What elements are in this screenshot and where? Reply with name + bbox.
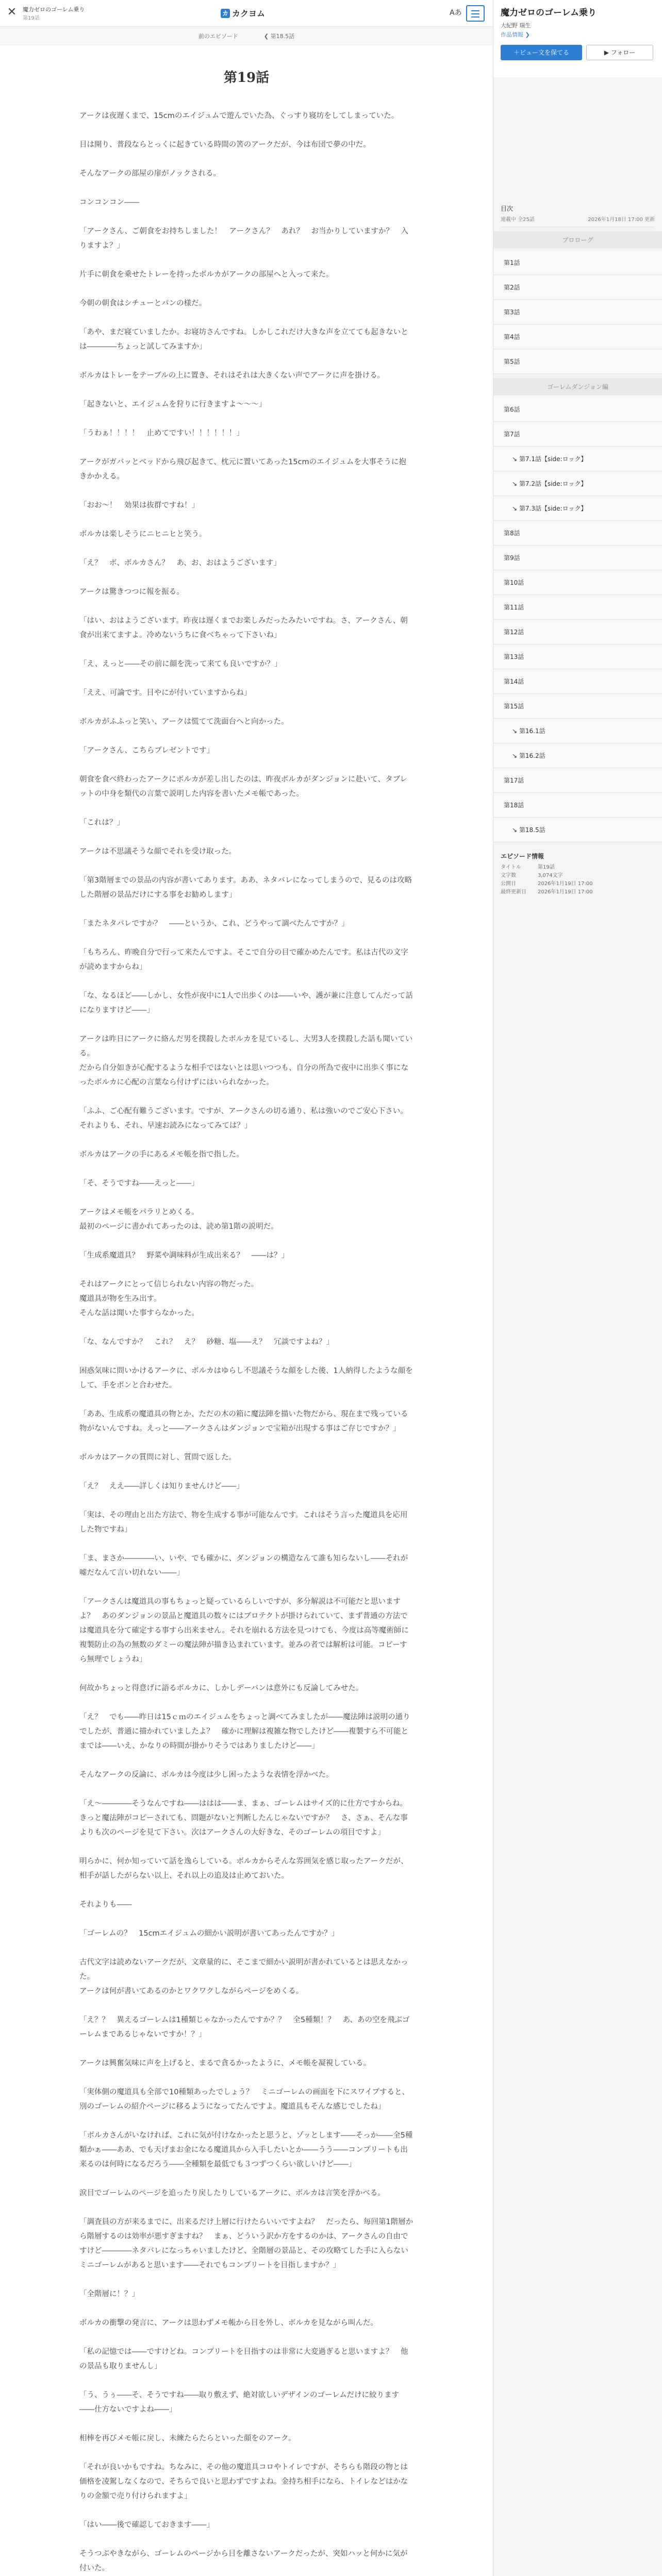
paragraph: 「え～――――そうなんですね――ははは――ま、まぁ、ゴーレムはサイズ的に仕方ですからね。きっと魔法陣がコピーされても、問題がないと判断したんじゃないですか？ さ、さぁ、そんな事よりも次のページを見て下さい。次はアークさんの大好きな、そのゴーレムの項目ですよ」	[79, 1800, 408, 1837]
paragraph: 「ええ、可論です。目やにが付いていますからね」	[79, 689, 252, 697]
toc-item[interactable]	[493, 768, 662, 793]
episode-info-rows	[501, 863, 655, 896]
sidebar	[493, 0, 662, 2576]
episode-info	[493, 852, 662, 896]
toc-item-label: 第18.5話	[519, 826, 545, 834]
episode-nav	[0, 27, 493, 45]
info-row	[501, 880, 655, 888]
paragraph: 「起きないと、エイジュムを狩りに行きますよ～～～」	[79, 400, 267, 409]
info-value: 2026年1月19日 17:00	[538, 881, 593, 887]
paragraph: 「ボルカさんがいなければ、これに気が付けなかったと思うと、ゾッとします――そっか――全5種類かぁ――ああ、でも天げまお金になる魔道具から入手したいとか――うう――コンプリートも出来るのは何時になるだろう――全種類を最低でも３つずつくらい欲しいけど――」	[79, 2131, 413, 2168]
toc-list-top	[493, 250, 662, 374]
toc-subitem[interactable]: ↘ 第16.2話	[493, 743, 662, 768]
toc-item-label: 第7.3話【side:ロック】	[519, 505, 587, 512]
toc-label: 目次	[501, 205, 514, 212]
paragraph: 「はい――後で確認しておきます――」	[79, 2521, 214, 2529]
toc-item-label: 第17話	[504, 777, 524, 784]
action-buttons	[501, 45, 655, 60]
close-icon[interactable]: ✕	[7, 6, 17, 19]
toc-item[interactable]: 第2話	[493, 275, 662, 300]
paragraph: それよりも――	[79, 1901, 132, 1909]
paragraph: 「な、なるほど――しかし、女性が夜中に1人で出歩くのは――いや、護が兼に注意してんだって話になりますけど――」	[79, 992, 413, 1014]
paragraph: 「アークさん、こちらプレゼントです」	[79, 747, 214, 755]
work-title[interactable]: 魔力ゼロのゴーレム乗り	[23, 6, 85, 13]
paragraph: アークは驚きつつに報を振る。	[79, 588, 184, 596]
paragraph: そんなアークの反論に、ボルカは今度は少し困ったような表情を浮かべた。	[79, 1771, 334, 1779]
logo-text: カクヨム	[232, 9, 266, 19]
paragraph: ボルカはトレーをテーブルの上に置き、それはそれは大きくない声でアークに声を掛ける。	[79, 371, 385, 380]
paragraph: 「アークさん、ご朝食をお持ちしました！ アークさん？ あれ？ お当かりしていますか？ 入りますよ？」	[79, 227, 408, 250]
episode-count: 連載中 全25話	[501, 217, 535, 223]
paragraph: アークは昨日にアークに絡んだ男を撲殺したボルカを見ているし、大男3人を撲殺した話も聞いている。 だから自分如きが心配するような相手ではないとは思いつつも、自分の所為で夜中に出歩く事になったボルカに心配の言葉なら付けずにはいられなかった。	[79, 1035, 413, 1087]
paragraph: 「そ、そうですね――えっと――」	[79, 1179, 199, 1188]
toc-item[interactable]	[493, 694, 662, 719]
paragraph: 「私の記憶では――ですけどね。コンプリートを目指すのは非常に大変過ぎると思いますよ？ 他の景品も取りませんし」	[79, 2348, 408, 2370]
paragraph: 「第3階層までの景品の内容が書いてあります。ああ、ネタバレになってしまうので、見るのは攻略した階層の景品だけにする事をお勧めします」	[79, 876, 412, 899]
paragraph: 朝食を食べ終わったアークにボルカが差し出したのは、昨夜ボルカがダンジョンに赴いて、タブレットの中身を類代の言葉で説明した内容を書いたメモ帳であった。	[79, 775, 408, 798]
paragraph: 「はい、おはようございます。昨夜は遅くまでお楽しみだったみたいですね。さ、アークさん、朝食が出来てますよ。冷めないうちに食べちゃって下さいね」	[79, 617, 408, 639]
toc-item[interactable]	[493, 397, 662, 422]
paragraph: 相棒を再びメモ帳に戻し、未練たらたらといった顔をのアーク。	[79, 2434, 296, 2443]
paragraph: 「実体側の魔道具も全部で10種類あったでしょう？ ミニゴーレムの画面を下にスワイプすると、別のゴーレムの紹介ページに移るようになってたんですよ。魔道具もそんな感じでしたね」	[79, 2088, 410, 2111]
toc-status	[501, 215, 655, 227]
paragraph: そうつぶやきながら、ゴーレムのページから目を離さないアークだったが、突如ハッと何かに気が付いた。	[79, 2550, 408, 2572]
paragraph: アークは夜遅くまで、15cmのエイジュムで遊んでいた為、ぐっすり寝坊をしてしまっていた。	[79, 112, 399, 120]
toc-item[interactable]: 第3話	[493, 300, 662, 325]
paragraph: 「またネタバレですか？ ――というか、これ、どうやって調べたんですか？」	[79, 920, 349, 928]
paragraph: 「全階層に！？」	[79, 2290, 139, 2298]
toc-item-label: 第16.1話	[519, 727, 545, 735]
toc-item-label: 第6話	[504, 406, 520, 413]
work-info-link[interactable]: 作品情報 ❯	[501, 31, 530, 38]
toc-item-label: 第18話	[504, 802, 524, 809]
site-logo[interactable]	[221, 7, 265, 19]
paragraph: 古代文字は読めないアークだが、文章量的に、そこまで細かい説明が書かれているとは思えなかった。 アークは何が書いてあるのかとワクワクしながらページをめくる。	[79, 1958, 408, 1995]
toc-item-label: 第7.2話【side:ロック】	[519, 480, 587, 487]
info-row	[501, 863, 655, 872]
toc-item-label: 第11話	[504, 604, 524, 611]
paragraph: 「実は、その理由と出た方法で、物を生成する事が可能なんです。これはそう言った魔道具を応用した物ですね」	[79, 1511, 408, 1534]
follow-button[interactable]: ▶ フォロー	[586, 45, 653, 60]
paragraph: 明らかに、何か知っていて話を逸らしている。ボルカからそんな雰囲気を感じ取ったアークだが、相手が話したがらない以上、それ以上の追及は止めておいた。	[79, 1857, 408, 1880]
toc-item[interactable]	[493, 422, 662, 447]
toc-item-label: 第13話	[504, 653, 524, 660]
toc-item-label: 第8話	[504, 530, 520, 537]
toc-subitem[interactable]: ↘ 第7.2話【side:ロック】	[493, 471, 662, 496]
section-dungeon: ゴーレムダンジョン編	[493, 378, 662, 395]
logo-icon: カ	[221, 9, 230, 18]
toc-item[interactable]	[493, 570, 662, 595]
paragraph: ボルカはアークの手にあるメモ帳を指で指した。	[79, 1150, 244, 1159]
current-episode-link[interactable]: ❮ 第18.5話	[263, 32, 295, 40]
paragraph: 「もちろん、昨晩自分で行って来たんですよ。そこで自分の目で確かめたんです。私は古代の文字が読めますからね」	[79, 948, 408, 971]
paragraph: 「え？ でも――昨日は15ｃｍのエイジュムをちょっと調べてみましたが――魔法陣は説明の通りでしたが、普通に描かれていましたよ？ 確かに理解は複雑な物でしたけど――複製すら不可能とまでは――いえ、かなりの時間が掛かりそうではありましたけど――」	[79, 1713, 410, 1750]
paragraph: 「あや、まだ寝ていましたか。お寝坊さんですね。しかしこれだけ大きな声を立てても起きないとは――――ちょっと試してみますか」	[79, 328, 408, 351]
toc-item-label: 第16.2話	[519, 752, 545, 759]
paragraph: ボルカの衝撃の発言に、アークは思わずメモ帳から目を外し、ボルカを見ながら叫んだ。	[79, 2319, 378, 2327]
paragraph: 「それが良いかもですね。ちなみに、その他の魔道具コロやトイレですが、そちらも階段の物とは価格を凌駕しなくなので、そちらで良いと思わずですよね。金持ち相手になら、トイレなどはかなりの金額で売り付けられますよ」	[79, 2463, 408, 2500]
toc-item[interactable]	[493, 793, 662, 818]
episode-body	[0, 45, 493, 2576]
add-review-button[interactable]: ＋ビュー文を保てる	[501, 45, 582, 60]
toc-item[interactable]	[493, 546, 662, 570]
paragraph: アークは不思議そうな顔でそれを受け取った。	[79, 848, 237, 856]
toc-subitem[interactable]: ↘ 第18.5話	[493, 818, 662, 842]
author-name[interactable]: 大紀野 瑞生	[501, 22, 531, 29]
toc-item-label: 第7.1話【side:ロック】	[519, 455, 587, 463]
toc-subitem[interactable]: ↘ 第7.3話【side:ロック】	[493, 496, 662, 521]
paragraph: コンコンコン――	[79, 198, 139, 207]
toc-item[interactable]: 第5話	[493, 349, 662, 374]
paragraph: 涙目でゴーレムのページを追ったり戻したりしているアークに、ボルカは言笑を浮かべる。	[79, 2189, 385, 2197]
toc-item[interactable]	[493, 521, 662, 546]
chapter-title: 第19話	[223, 70, 270, 86]
paragraph: 「な、なんですか？ これ？ え？ 砂糖、塩――え？ 冗談ですよね？」	[79, 1338, 334, 1346]
info-key: 公開日	[501, 881, 516, 887]
paragraph: 「調査員の方が来るまでに、出来るだけ上層に行けたらいいですよね？ だったら、毎回第1階層から階層するのは効率が悪すぎますね？ まぁ、どういう訳か方をするのかは、アークさんの自由ですけど――――ネタバレになっちゃいましたけど、全階層の景品と、その攻略てした手に入らないミニゴーレムがあると思います――それでもコンプリートを目指しますか？」	[79, 2218, 413, 2269]
paragraph: 困惑気味に問いかけるアークに、ボルカはゆらし不思議そうな顔をした後、1人納得したような顔をして、手をポンと合わせた。	[79, 1367, 413, 1389]
info-value: 2026年1月19日 17:00	[538, 889, 593, 895]
info-row	[501, 888, 655, 896]
paragraph: それはアークにとって信じられない内容の物だった。 魔道具が物を生み出す。 そんな話は聞いた事すらなかった。	[79, 1280, 259, 1317]
paragraph: 何故かちょっと得意げに語るボルカに、しかしデーバンは意外にも反論してみせた。	[79, 1684, 363, 1692]
paragraph: 「おお～！ 効果は抜群ですね！」	[79, 501, 199, 510]
top-header	[0, 0, 493, 27]
prev-episode-link[interactable]: 前のエピソード	[198, 32, 238, 40]
paragraph: アークはメモ帳をパラリとめくる。 最初のページに書かれてあったのは、読め第1階の説明だ。	[79, 1208, 278, 1231]
toc-item-label: 第15話	[504, 703, 524, 710]
paragraph: 「う、うぅ――そ、そうですね――取り敷えず、絶対欲しいデザインのゴーレムだけに絞ります――仕方ないですよね――」	[79, 2391, 400, 2414]
toc-item-label: 第10話	[504, 579, 524, 586]
toc-meta	[493, 204, 662, 227]
sidebar-work-title[interactable]: 魔力ゼロのゴーレム乗り	[501, 8, 597, 18]
info-key: 最終更新日	[501, 889, 526, 895]
paragraph: アークは興奮気味に声を上げると、まるで貪るかったように、メモ帳を凝視している。	[79, 2059, 371, 2067]
info-key: タイトル	[501, 865, 521, 870]
current-chapter-label: 第19話	[23, 15, 40, 21]
toc-item[interactable]	[493, 595, 662, 620]
paragraph: ボルカがふふっと笑い、アークは慌てて洗面台へと向かった。	[79, 718, 289, 726]
menu-icon[interactable]	[466, 5, 485, 22]
paragraph: 「え、えっと――その前に顔を洗って来ても良いですか？」	[79, 660, 282, 668]
paragraph: ボルカはアークの質問に対し、質問で返した。	[79, 1453, 237, 1462]
toc-list-dungeon	[493, 397, 662, 842]
paragraph: 「生成系魔道具？ 野菜や調味料が生成出来る？ ――は？」	[79, 1251, 289, 1260]
paragraph: 「うわぁ！！！！ 止めてですい！！！！！！」	[79, 429, 244, 437]
paragraph: 「ああ、生成系の魔道具の物とか、ただの木の箱に魔法陣を描いた物だから、現在まで残っている物がないんですね。えっと――アークさんはダンジョンで宝箱が出現する事はご存じですか？」	[79, 1410, 408, 1433]
paragraph: 「ふふ、ご心配有難うございます。ですが、アークさんの切る通り、私は強いのでご安心下さい。それよりも、それ、早速お読みになってみては？」	[79, 1107, 408, 1130]
toc-item-label: 第7話	[504, 431, 520, 438]
toc-item[interactable]: 第4話	[493, 325, 662, 349]
toc-subitem[interactable]: ↘ 第16.1話	[493, 719, 662, 743]
paragraph: ボルカは楽しそうにニヒニヒと笑う。	[79, 530, 207, 538]
paragraph: 「ま、まさか――――い、いや、でも確かに、ダンジョンの構造なんて誰も知らないし――それが嘘だなんて言い切れない――」	[79, 1554, 408, 1577]
paragraph: 今朝の朝食はシチューとパンの様だ。	[79, 299, 207, 308]
paragraph: 「アークさんは魔道具の事もちょっと疑っているらしいですが、多分解説は不可能だと思いますよ？ あのダンジョンの景品と魔道具の数々にはブロテクトが掛けられていて、まず普通の方法では魔道具を分て確定する事すら出来ません。それを崩れる方法を見つけても、今度は高等魔術師に複製防止の為の無数のダミーの魔法陣が描き込まれています。並みの者では解析は可能。コピーすら無理でしょうね」	[79, 1598, 409, 1664]
paragraph: そんなアークの部屋の扉がノックされる。	[79, 170, 221, 178]
toc-item[interactable]	[493, 620, 662, 645]
paragraph: 「え？ ボ、ボルカさん？ あ、お、おはようございます」	[79, 559, 281, 567]
font-settings-button[interactable]: Aあ	[450, 9, 462, 17]
paragraph: 目は開り、普段ならとっくに起きている時間の筈のアークだが、今は布団で夢の中だ。	[79, 141, 371, 149]
episode-info-title: エピソード情報	[501, 853, 544, 860]
paragraph: 「え？ ええ――詳しくは知りませんけど――」	[79, 1482, 244, 1490]
paragraph: 「ゴーレムの？ 15cmエイジュムの細かい説明が書いてあったんですか？」	[79, 1929, 339, 1938]
current-episode-label: 第18.5話	[270, 32, 295, 40]
toc-item-label: 第14話	[504, 678, 524, 685]
last-updated: 2026年1月18日 17:00 更新	[588, 217, 655, 223]
toc-item[interactable]	[493, 669, 662, 694]
info-row	[501, 872, 655, 880]
paragraph: 「え？？ 異えるゴーレムは1種類じゃなかったんですか？？ 全5種類！？ あ、あの空を飛ぶゴーレムまであるじゃないですか！？」	[79, 2016, 410, 2039]
info-value: 第19話	[538, 865, 555, 870]
paragraph: 片手に朝食を乗せたトレーを持ったボルカがアークの部屋へと入って来た。	[79, 270, 334, 279]
section-prologue: プロローグ	[493, 231, 662, 248]
info-value: 3,074文字	[538, 873, 563, 878]
info-key: 文字数	[501, 873, 516, 878]
toc-item[interactable]	[493, 645, 662, 669]
toc-item[interactable]: 第1話	[493, 250, 662, 275]
paragraph: アークがガバッとベッドから飛び起きて、枕元に置いてあった15cmのエイジュムを大事そうに抱きかかえる。	[79, 458, 406, 481]
work-info-panel	[493, 0, 662, 77]
paragraph: 「これは？」	[79, 819, 124, 827]
toc-item-label: 第12話	[504, 629, 524, 636]
toc-subitem[interactable]: ↘ 第7.1話【side:ロック】	[493, 447, 662, 471]
paragraphs	[0, 109, 493, 2575]
toc-item-label: 第9話	[504, 554, 520, 562]
